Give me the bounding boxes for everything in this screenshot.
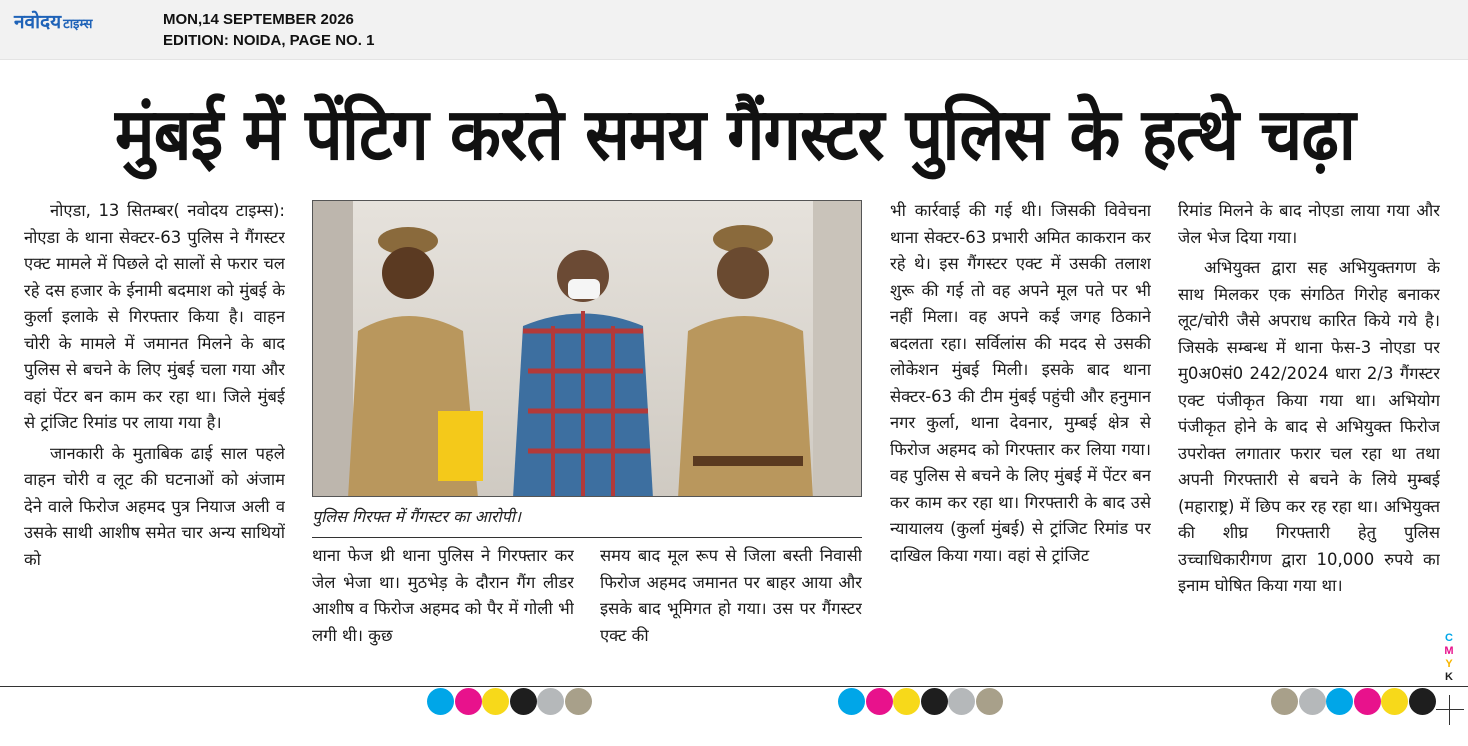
photo-caption: पुलिस गिरफ्त में गैंगस्टर का आरोपी। [312,507,521,526]
col5-paragraph-2: अभियुक्त द्वारा सह अभियुक्तगण के साथ मिलकर एक संगठित गिरोह बनाकर लूट/चोरी जैसे अपराध कारित किये गये है। जिसके सम्बन्ध में थाना फेस-3 नोएडा पर मु0अ0सं0 242/2024 धारा 2/3 गैंगस्टर एक्ट पंजीकृत किया गया था। अभियोग पंजीकृत होने के बाद से अभियुक्त फिरोज उपरोक्त लगातार फरार चल रहा था तथा अपनी गिरफ्तारी से बचने के लिये मुम्बई (महाराष्ट्र) में छिप कर रह रहा था। अभियुक्त की शीघ्र गिरफ्तारी हेतु पुलिस उच्चाधिकारीगण द्वारा 10,000 रुपये का इनाम घोषित किया गया था। [1178,258,1440,595]
col1-paragraph-1: नोएडा, 13 सितम्बर( नवोदय टाइम्स): नोएडा के थाना सेक्टर-63 पुलिस ने गैंगस्टर एक्ट मामले में पिछले दो सालों से फरार चल रहे दस हजार के ईनामी बदमाश को मुंबई के कुर्ला इलाके से गिरफ्तार किया है। वाहन चोरी के मामले में जमानत मिलने के बाद पुलिस से बचने के लिए मुंबई चला गया और वहां पेंटर बन काम कर रहा था। जिले मुंबई से ट्रांजिट रिमांड पर लाया गया है। [24,201,285,432]
gray-swatch [1299,688,1326,715]
col5-paragraph-1: रिमांड मिलने के बाद नोएडा लाया गया और जेल भेज दिया गया। [1178,201,1440,247]
cyan-swatch [838,688,865,715]
logo-main: नवोदय [14,11,62,33]
col4-paragraph: भी कार्रवाई की गई थी। जिसकी विवेचना थाना सेक्टर-63 प्रभारी अमित काकरान कर रहे थे। इस गैंगस्टर एक्ट में उसकी तलाश शुरू की गई तो वह अपने मूल पते पर भी नहीं मिला। वह अपने कई जगह ठिकाने बदलता रहा। सर्विलांस की मदद से उसकी लोकेशन मुंबई मिली। इसके बाद थाना सेक्टर-63 की टीम मुंबई पहुंची और हनुमान नगर कुर्ला, थाना देवनार, मुम्बई क्षेत्र से फिरोज अहमद को गिरफ्तार कर लिया गया। वह पुलिस से बचने के लिए मुंबई में पेंटर बन कर काम कर रहा था। गिरफ्तारी के बाद उसे न्यायालय (कुर्ला मुंबई) से ट्रांजिट रिमांड पर दाखिल किया गया। वहां से ट्रांजिट [890,201,1151,565]
yellow-swatch [893,688,920,715]
black-swatch [1409,688,1436,715]
article-column-2 [312,543,574,673]
cmyk-m: M [1444,645,1454,657]
col1-paragraph-2: जानकारी के मुताबिक ढाई साल पहले वाहन चोरी व लूट की घटनाओं को अंजाम देने वाले फिरोज अहमद पुत्र नियाज अली व उसके साथी आशीष समेत चार अन्य साथियों को [24,443,285,569]
cyan-swatch [1326,688,1353,715]
masthead-bar [0,0,1468,60]
crop-mark-horizontal [1436,709,1464,710]
magenta-swatch [866,688,893,715]
magenta-swatch [1354,688,1381,715]
black-swatch [510,688,537,715]
cmyk-c: C [1445,632,1453,644]
article-column-1 [24,198,285,668]
col2-paragraph: थाना फेज थ्री थाना पुलिस ने गिरफ्तार कर जेल भेजा था। मुठभेड़ के दौरान गैंग लीडर आशीष व फिरोज अहमद को पैर में गोली भी लगी थी। कुछ [312,546,574,645]
logo-sub: टाइम्स [63,17,93,32]
article-headline: मुंबई में पेंटिग करते समय गैंगस्टर पुलिस के हत्थे चढ़ा [115,92,1355,176]
yellow-swatch [482,688,509,715]
gray-swatch [537,688,564,715]
cmyk-k: K [1445,671,1453,683]
issue-date: MON,14 SEPTEMBER 2026 [163,11,354,28]
cmyk-y: Y [1445,658,1453,670]
olive-swatch [1271,688,1298,715]
dateline [163,9,374,51]
police-officers-with-accused-illustration [313,201,862,497]
cmyk-label [1441,632,1457,684]
black-swatch [921,688,948,715]
col3-paragraph: समय बाद मूल रूप से जिला बस्ती निवासी फिरोज अहमद जमानत पर बाहर आया और इसके बाद भूमिगत हो गया। उस पर गैंगस्टर एक्ट की [600,546,862,645]
color-registration-bar-3 [1271,688,1436,715]
magenta-swatch [455,688,482,715]
color-registration-bar-2 [838,688,1003,715]
caption-divider [312,537,862,538]
olive-swatch [976,688,1003,715]
article-column-5 [1178,198,1440,668]
gray-swatch [948,688,975,715]
crop-mark-vertical [1449,695,1450,725]
newspaper-logo[interactable] [14,8,92,34]
article-column-4 [890,198,1151,668]
article-column-3 [600,543,862,673]
color-registration-bar-1 [427,688,592,715]
cyan-swatch [427,688,454,715]
olive-swatch [565,688,592,715]
yellow-swatch [1381,688,1408,715]
edition-info: EDITION: NOIDA, PAGE NO. 1 [163,32,375,49]
bottom-divider [0,686,1468,687]
article-photo[interactable] [312,200,862,497]
